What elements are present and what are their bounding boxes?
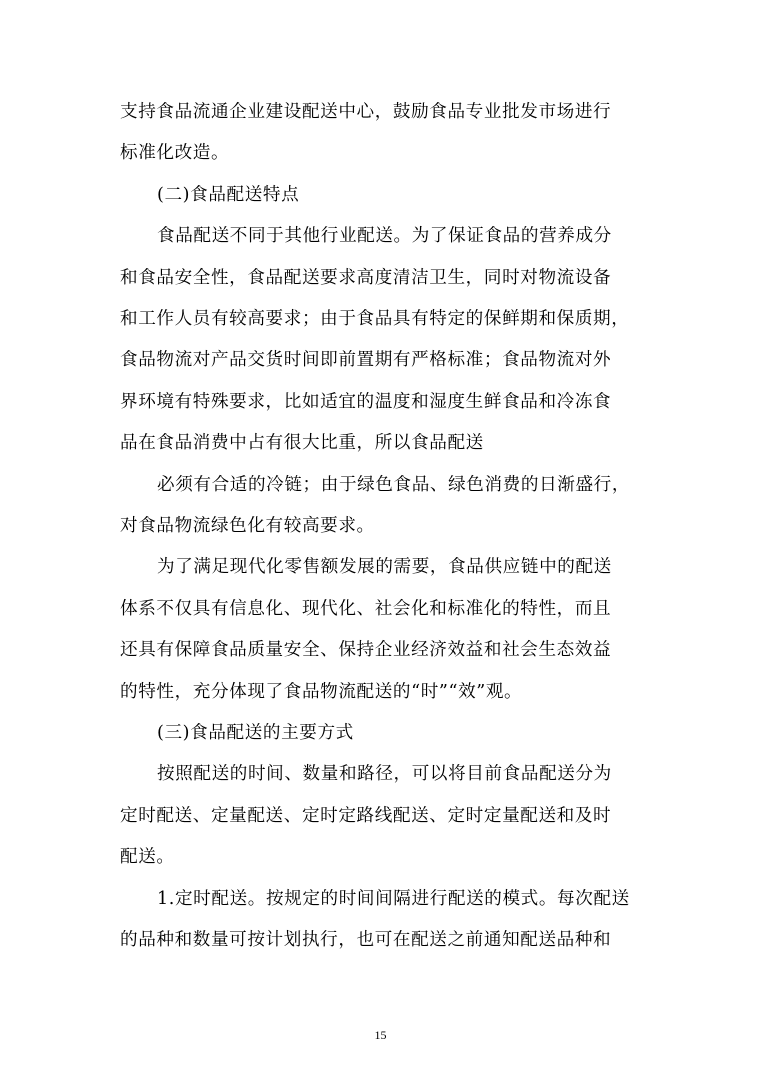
text-line-11: 对食品物流绿色化有较高要求。 <box>120 516 375 536</box>
text-line-10: 必须有合适的冷链；由于绿色食品、绿色消费的日渐盛行， <box>157 475 631 495</box>
text-line-12: 为了满足现代化零售额发展的需要，食品供应链中的配送 <box>157 557 612 577</box>
text-line-19: 配送。 <box>120 847 175 867</box>
page-number: 15 <box>374 1028 387 1042</box>
text-line-15: 的特性，充分体现了食品物流配送的“时”“效”观。 <box>120 682 523 702</box>
text-line-14: 还具有保障食品质量安全、保持企业经济效益和社会生态效益 <box>120 640 612 660</box>
text-line-9: 品在食品消费中占有很大比重，所以食品配送 <box>120 433 484 453</box>
text-line-17: 按照配送的时间、数量和路径，可以将目前食品配送分为 <box>157 764 612 784</box>
text-line-6: 和工作人员有较高要求；由于食品具有特定的保鲜期和保质期， <box>120 309 630 329</box>
section-heading-3: (三)食品配送的主要方式 <box>157 723 354 743</box>
text-line-21: 的品种和数量可按计划执行，也可在配送之前通知配送品种和 <box>120 930 612 950</box>
text-line-4: 食品配送不同于其他行业配送。为了保证食品的营养成分 <box>157 226 612 246</box>
text-line-13: 体系不仅具有信息化、现代化、社会化和标准化的特性，而且 <box>120 599 612 619</box>
text-line-8: 界环境有特殊要求，比如适宜的温度和湿度生鲜食品和冷冻食 <box>120 392 612 412</box>
text-line-5: 和食品安全性，食品配送要求高度清洁卫生，同时对物流设备 <box>120 268 612 288</box>
text-line-2: 标准化改造。 <box>120 143 230 163</box>
text-line-18: 定时配送、定量配送、定时定路线配送、定时定量配送和及时 <box>120 806 612 826</box>
text-line-1: 支持食品流通企业建设配送中心，鼓励食品专业批发市场进行 <box>120 102 612 122</box>
section-heading-2: (二)食品配送特点 <box>157 185 300 205</box>
text-line-7: 食品物流对产品交货时间即前置期有严格标准；食品物流对外 <box>120 350 612 370</box>
text-line-20: 1.定时配送。按规定的时间间隔进行配送的模式。每次配送 <box>157 889 630 909</box>
